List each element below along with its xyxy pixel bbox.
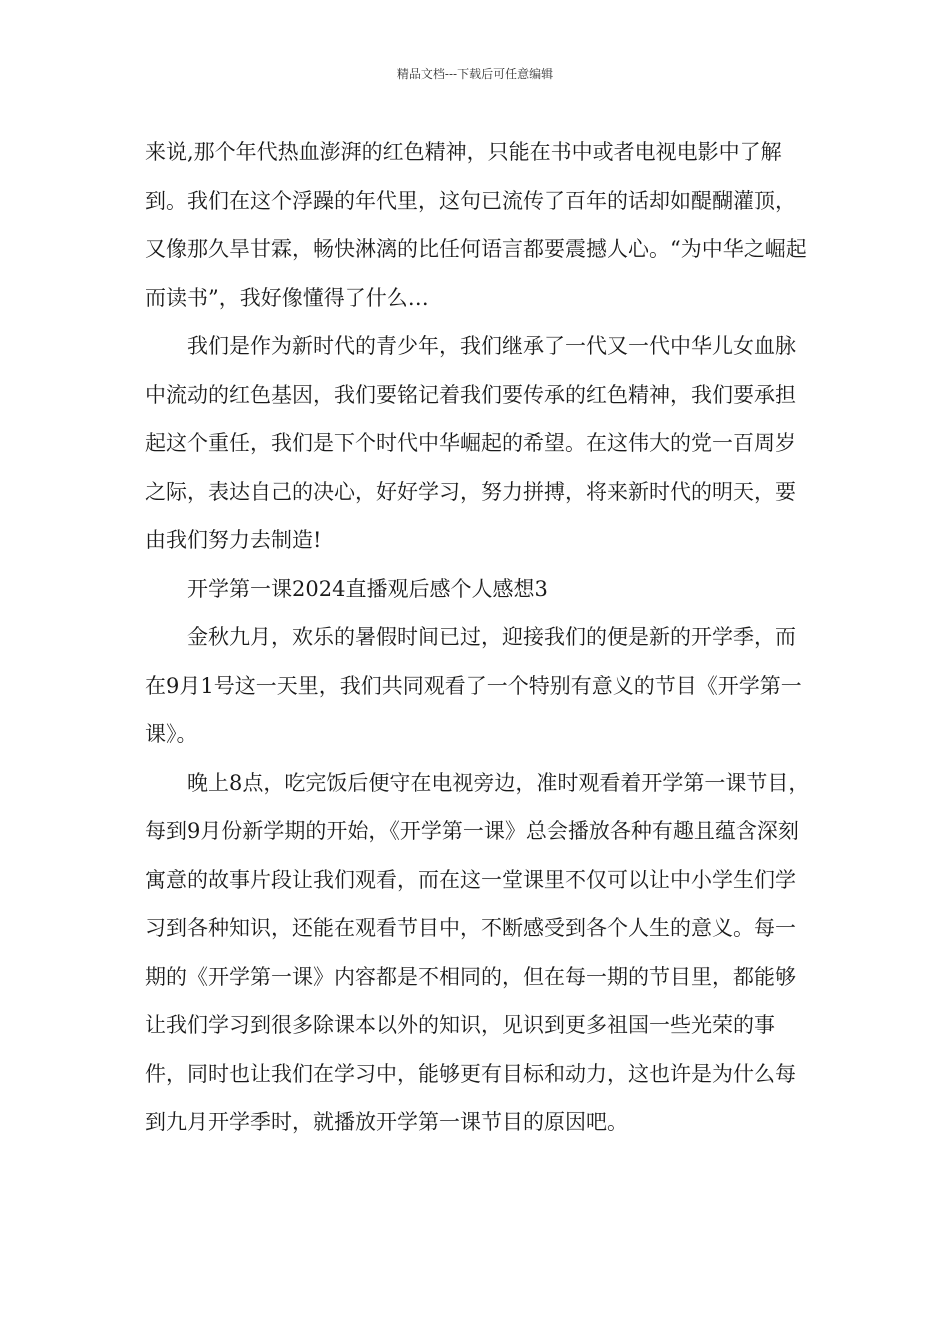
paragraph: 金秋九月，欢乐的暑假时间已过，迎接我们的便是新的开学季，而在9月1号这一天里，我们共同观看了一个特别有意义的节目《开学第一课》。 [145, 625, 802, 746]
page-header: 精品文档---下载后可任意编辑 [396, 67, 554, 81]
paragraph: 我们是作为新时代的青少年，我们继承了一代又一代中华儿女血脉中流动的红色基因，我们要铭记着我们要传承的红色精神，我们要承担起这个重任，我们是下个时代中华崛起的希望。在这伟大的党一百周岁之际，表达自己的决心，好好学习，努力拼搏，将来新时代的明天，要由我们努力去制造! [145, 334, 796, 552]
paragraph-continued: 来说,那个年代热血澎湃的红色精神，只能在书中或者电视电影中了解到。我们在这个浮躁的年代里，这句已流传了百年的话却如醍醐灌顶，又像那久旱甘霖，畅快淋漓的比任何语言都要震撼人心。“为中华之崛起而读书”，我好像懂得了什么… [145, 140, 807, 310]
paragraph: 晚上8点，吃完饭后便守在电视旁边，准时观看着开学第一课节目，每到9月份新学期的开始，《开学第一课》总会播放各种有趣且蕴含深刻寓意的故事片段让我们观看，而在这一堂课里不仅可以让中小学生们学习到各种知识，还能在观看节目中，不断感受到各个人生的意义。每一期的《开学第一课》内容都是不相同的，但在每一期的节目里，都能够让我们学习到很多除课本以外的知识，见识到更多祖国一些光荣的事件，同时也让我们在学习中，能够更有目标和动力，这也许是为什么每到九月开学季时，就播放开学第一课节目的原因吧。 [145, 770, 810, 1134]
section-title: 开学第一课2024直播观后感个人感想3 [187, 576, 548, 601]
document-body [145, 128, 810, 1147]
